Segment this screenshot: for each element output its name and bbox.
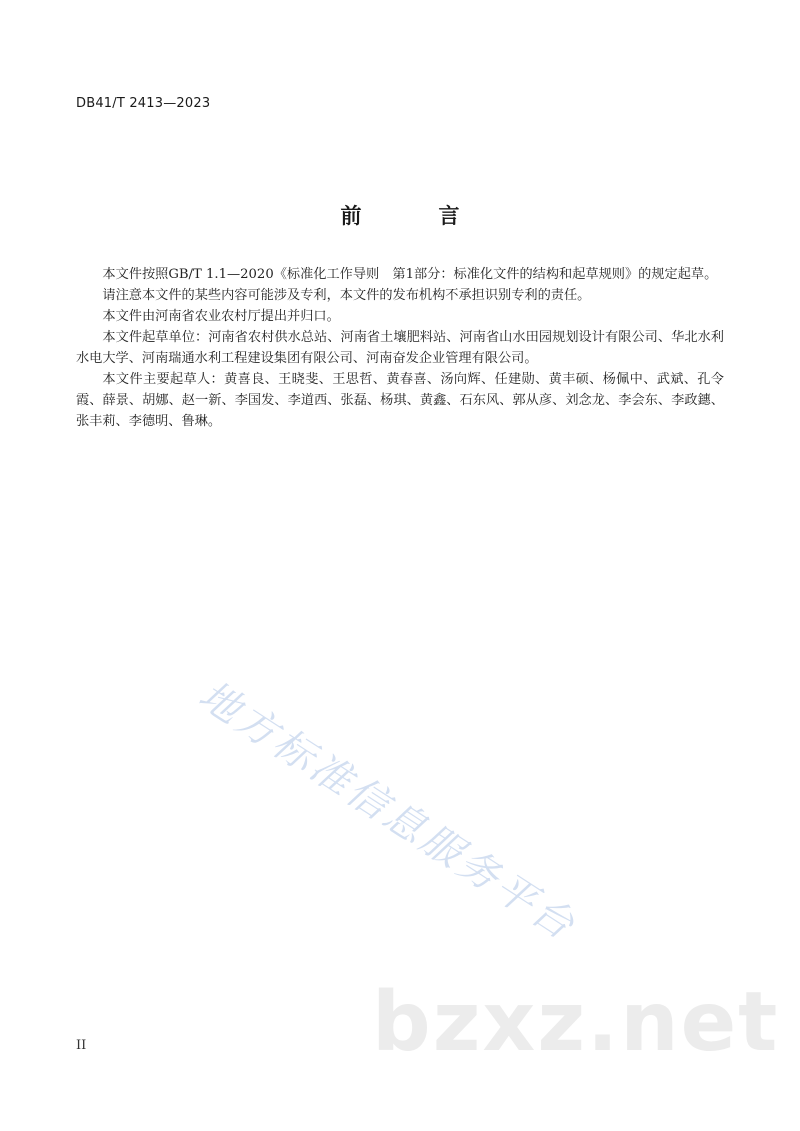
paragraph-proposer: 本文件由河南省农业农村厅提出并归口。 (102, 309, 340, 324)
page-title: 前 言 (340, 204, 488, 228)
page-number: II (76, 1038, 87, 1053)
paragraph-patent-notice: 请注意本文件的某些内容可能涉及专利，本文件的发布机构不承担识别专利的责任。 (102, 288, 591, 303)
brand-watermark: bzxz.net (372, 975, 780, 1070)
paragraph-drafting-rules: 本文件按照GB/T 1.1—2020《标准化工作导则 第1部分：标准化文件的结构和起草规则》的规定起草。 (102, 267, 718, 282)
paragraph-drafters: 本文件主要起草人：黄喜良、王晓斐、王思哲、黄春喜、汤向辉、任建勋、黄丰硕、杨佩中、武斌、孔令霞、薛景、胡娜、赵一新、李国发、李道西、张磊、杨琪、黄鑫、石东风、郭从彦、刘念龙、李会东、李政鏸、张丰莉、李德明、鲁琳。 (76, 372, 724, 429)
diagonal-watermark: 地方标准信息服务平台 (190, 672, 585, 951)
paragraph-drafting-units: 本文件起草单位：河南省农村供水总站、河南省土壤肥料站、河南省山水田园规划设计有限公司、华北水利水电大学、河南瑞通水利工程建设集团有限公司、河南奋发企业管理有限公司。 (76, 330, 724, 366)
document-code: DB41/T 2413—2023 (76, 96, 211, 111)
foreword-body (76, 264, 724, 432)
